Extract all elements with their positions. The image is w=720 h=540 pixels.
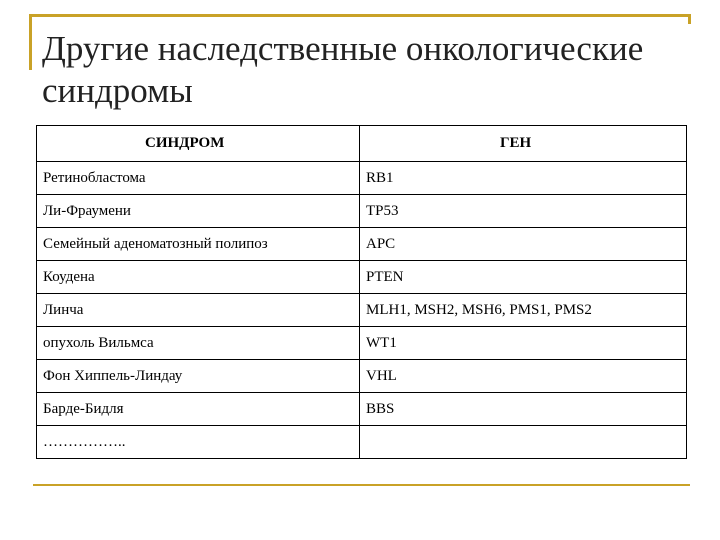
frame-top-border [29, 14, 691, 17]
syndrome-cell: опухоль Вильмса [37, 327, 360, 360]
table-row [37, 294, 687, 327]
header-syndrome: СИНДРОМ [37, 126, 360, 162]
table-row [37, 393, 687, 426]
frame-right-border [688, 14, 691, 24]
syndrome-cell: Коудена [37, 261, 360, 294]
gene-cell: RB1 [360, 162, 687, 195]
syndrome-gene-table [36, 125, 687, 459]
table-row [37, 162, 687, 195]
syndrome-cell: Семейный аденоматозный полипоз [37, 228, 360, 261]
slide-title: Другие наследственные онкологические синдромы [42, 29, 644, 110]
table-row [37, 195, 687, 228]
table-row [37, 327, 687, 360]
gene-cell: VHL [360, 360, 687, 393]
gene-cell: APC [360, 228, 687, 261]
table-row [37, 228, 687, 261]
gene-cell: PTEN [360, 261, 687, 294]
frame-left-border [29, 14, 32, 70]
syndrome-cell: Ли-Фраумени [37, 195, 360, 228]
table-row [37, 261, 687, 294]
table-row [37, 426, 687, 459]
syndrome-cell: Барде-Бидля [37, 393, 360, 426]
syndrome-cell: Линча [37, 294, 360, 327]
syndrome-cell: Ретинобластома [37, 162, 360, 195]
gene-cell: WT1 [360, 327, 687, 360]
gene-cell: TP53 [360, 195, 687, 228]
frame-bottom-border [33, 484, 690, 486]
syndrome-cell: Фон Хиппель-Линдау [37, 360, 360, 393]
gene-cell: BBS [360, 393, 687, 426]
table-header-row [37, 126, 687, 162]
table-row [37, 360, 687, 393]
syndrome-cell: …………….. [37, 426, 360, 459]
gene-cell: MLH1, MSH2, MSH6, PMS1, PMS2 [360, 294, 687, 327]
gene-cell [360, 426, 687, 459]
header-gene: ГЕН [360, 126, 687, 162]
